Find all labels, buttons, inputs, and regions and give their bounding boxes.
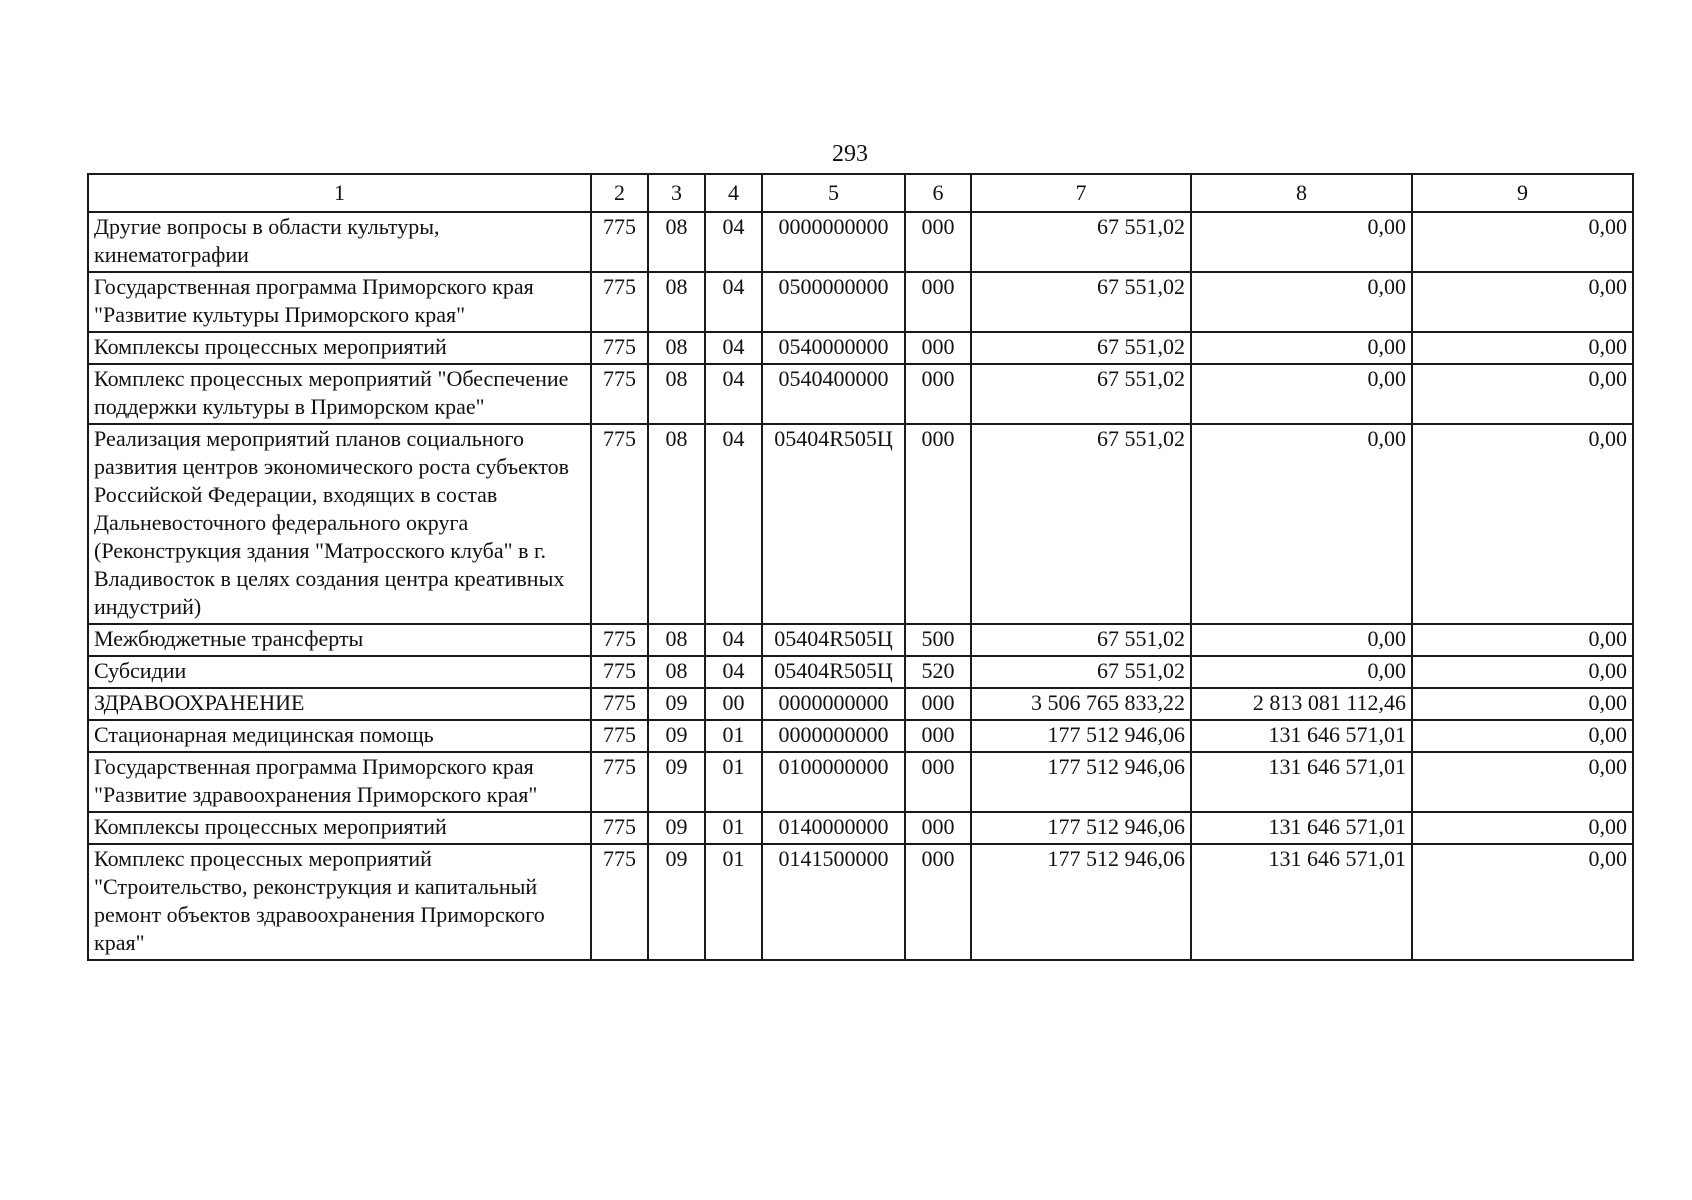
target-item-cell: 05404R505Ц [762, 656, 905, 688]
amount-cell: 177 512 946,06 [971, 812, 1191, 844]
section-cell: 08 [648, 212, 705, 272]
amount-cell: 0,00 [1412, 752, 1633, 812]
row-name-cell: Межбюджетные трансферты [88, 624, 591, 656]
amount-cell: 177 512 946,06 [971, 720, 1191, 752]
amount-cell: 177 512 946,06 [971, 844, 1191, 960]
row-name-cell: Комплекс процессных мероприятий "Строительство, реконструкция и капитальный ремонт объектов здравоохранения Приморского края" [88, 844, 591, 960]
amount-cell: 0,00 [1412, 656, 1633, 688]
table-row [88, 812, 1633, 844]
admin-code-cell: 775 [591, 332, 648, 364]
subsection-cell: 04 [705, 424, 762, 624]
section-cell: 09 [648, 812, 705, 844]
amount-cell: 0,00 [1191, 272, 1412, 332]
table-row [88, 332, 1633, 364]
amount-cell: 177 512 946,06 [971, 752, 1191, 812]
table-row [88, 212, 1633, 272]
amount-cell: 131 646 571,01 [1191, 844, 1412, 960]
row-name-cell: Комплексы процессных мероприятий [88, 332, 591, 364]
amount-cell: 0,00 [1412, 624, 1633, 656]
target-item-cell: 0141500000 [762, 844, 905, 960]
column-header: 6 [905, 174, 971, 212]
amount-cell: 0,00 [1412, 364, 1633, 424]
amount-cell: 0,00 [1191, 656, 1412, 688]
admin-code-cell: 775 [591, 424, 648, 624]
expense-type-cell: 520 [905, 656, 971, 688]
target-item-cell: 0100000000 [762, 752, 905, 812]
subsection-cell: 00 [705, 688, 762, 720]
section-cell: 09 [648, 752, 705, 812]
admin-code-cell: 775 [591, 364, 648, 424]
section-cell: 09 [648, 720, 705, 752]
expense-type-cell: 500 [905, 624, 971, 656]
section-cell: 09 [648, 688, 705, 720]
amount-cell: 131 646 571,01 [1191, 752, 1412, 812]
table-row [88, 688, 1633, 720]
amount-cell: 67 551,02 [971, 272, 1191, 332]
admin-code-cell: 775 [591, 656, 648, 688]
amount-cell: 0,00 [1191, 624, 1412, 656]
column-header: 1 [88, 174, 591, 212]
row-name-cell: ЗДРАВООХРАНЕНИЕ [88, 688, 591, 720]
section-cell: 08 [648, 364, 705, 424]
column-header: 9 [1412, 174, 1633, 212]
admin-code-cell: 775 [591, 844, 648, 960]
row-name-cell: Стационарная медицинская помощь [88, 720, 591, 752]
expense-type-cell: 000 [905, 812, 971, 844]
table-row [88, 364, 1633, 424]
amount-cell: 0,00 [1412, 720, 1633, 752]
subsection-cell: 04 [705, 212, 762, 272]
amount-cell: 0,00 [1412, 332, 1633, 364]
budget-table [87, 173, 1634, 961]
row-name-cell: Комплексы процессных мероприятий [88, 812, 591, 844]
subsection-cell: 01 [705, 752, 762, 812]
table-body [88, 212, 1633, 960]
amount-cell: 67 551,02 [971, 332, 1191, 364]
section-cell: 08 [648, 624, 705, 656]
target-item-cell: 0140000000 [762, 812, 905, 844]
admin-code-cell: 775 [591, 688, 648, 720]
amount-cell: 0,00 [1412, 812, 1633, 844]
amount-cell: 0,00 [1191, 332, 1412, 364]
section-cell: 08 [648, 656, 705, 688]
subsection-cell: 01 [705, 844, 762, 960]
subsection-cell: 04 [705, 624, 762, 656]
target-item-cell: 05404R505Ц [762, 424, 905, 624]
target-item-cell: 0540400000 [762, 364, 905, 424]
section-cell: 09 [648, 844, 705, 960]
expense-type-cell: 000 [905, 424, 971, 624]
amount-cell: 0,00 [1412, 212, 1633, 272]
column-header: 7 [971, 174, 1191, 212]
amount-cell: 0,00 [1191, 364, 1412, 424]
section-cell: 08 [648, 424, 705, 624]
amount-cell: 67 551,02 [971, 424, 1191, 624]
column-header: 4 [705, 174, 762, 212]
amount-cell: 3 506 765 833,22 [971, 688, 1191, 720]
table-row [88, 752, 1633, 812]
expense-type-cell: 000 [905, 212, 971, 272]
table-row [88, 424, 1633, 624]
admin-code-cell: 775 [591, 624, 648, 656]
target-item-cell: 0540000000 [762, 332, 905, 364]
target-item-cell: 0500000000 [762, 272, 905, 332]
amount-cell: 67 551,02 [971, 212, 1191, 272]
subsection-cell: 01 [705, 812, 762, 844]
table-row [88, 720, 1633, 752]
table-row [88, 624, 1633, 656]
amount-cell: 0,00 [1412, 844, 1633, 960]
row-name-cell: Субсидии [88, 656, 591, 688]
expense-type-cell: 000 [905, 844, 971, 960]
admin-code-cell: 775 [591, 212, 648, 272]
admin-code-cell: 775 [591, 272, 648, 332]
target-item-cell: 0000000000 [762, 212, 905, 272]
expense-type-cell: 000 [905, 720, 971, 752]
subsection-cell: 04 [705, 332, 762, 364]
row-name-cell: Реализация мероприятий планов социального развития центров экономического роста субъектов Российской Федерации, входящих в состав Дальневосточного федерального округа (Реконструкция здания "Матросского клуба" в г. Владивосток в целях создания центра креативных индустрий) [88, 424, 591, 624]
row-name-cell: Государственная программа Приморского края "Развитие здравоохранения Приморского края" [88, 752, 591, 812]
column-header: 5 [762, 174, 905, 212]
amount-cell: 0,00 [1412, 424, 1633, 624]
amount-cell: 0,00 [1412, 688, 1633, 720]
subsection-cell: 01 [705, 720, 762, 752]
expense-type-cell: 000 [905, 272, 971, 332]
column-header: 2 [591, 174, 648, 212]
page-number: 293 [832, 141, 868, 167]
target-item-cell: 05404R505Ц [762, 624, 905, 656]
amount-cell: 131 646 571,01 [1191, 812, 1412, 844]
table-row [88, 272, 1633, 332]
expense-type-cell: 000 [905, 332, 971, 364]
admin-code-cell: 775 [591, 812, 648, 844]
section-cell: 08 [648, 272, 705, 332]
target-item-cell: 0000000000 [762, 720, 905, 752]
expense-type-cell: 000 [905, 364, 971, 424]
amount-cell: 0,00 [1412, 272, 1633, 332]
table-row [88, 656, 1633, 688]
amount-cell: 0,00 [1191, 212, 1412, 272]
amount-cell: 2 813 081 112,46 [1191, 688, 1412, 720]
subsection-cell: 04 [705, 272, 762, 332]
amount-cell: 67 551,02 [971, 656, 1191, 688]
admin-code-cell: 775 [591, 752, 648, 812]
row-name-cell: Комплекс процессных мероприятий "Обеспечение поддержки культуры в Приморском крае" [88, 364, 591, 424]
amount-cell: 67 551,02 [971, 364, 1191, 424]
table-row [88, 844, 1633, 960]
column-header: 8 [1191, 174, 1412, 212]
amount-cell: 67 551,02 [971, 624, 1191, 656]
row-name-cell: Другие вопросы в области культуры, кинематографии [88, 212, 591, 272]
section-cell: 08 [648, 332, 705, 364]
amount-cell: 131 646 571,01 [1191, 720, 1412, 752]
admin-code-cell: 775 [591, 720, 648, 752]
column-header: 3 [648, 174, 705, 212]
subsection-cell: 04 [705, 364, 762, 424]
amount-cell: 0,00 [1191, 424, 1412, 624]
target-item-cell: 0000000000 [762, 688, 905, 720]
header-row [88, 174, 1633, 212]
row-name-cell: Государственная программа Приморского края "Развитие культуры Приморского края" [88, 272, 591, 332]
expense-type-cell: 000 [905, 752, 971, 812]
subsection-cell: 04 [705, 656, 762, 688]
expense-type-cell: 000 [905, 688, 971, 720]
